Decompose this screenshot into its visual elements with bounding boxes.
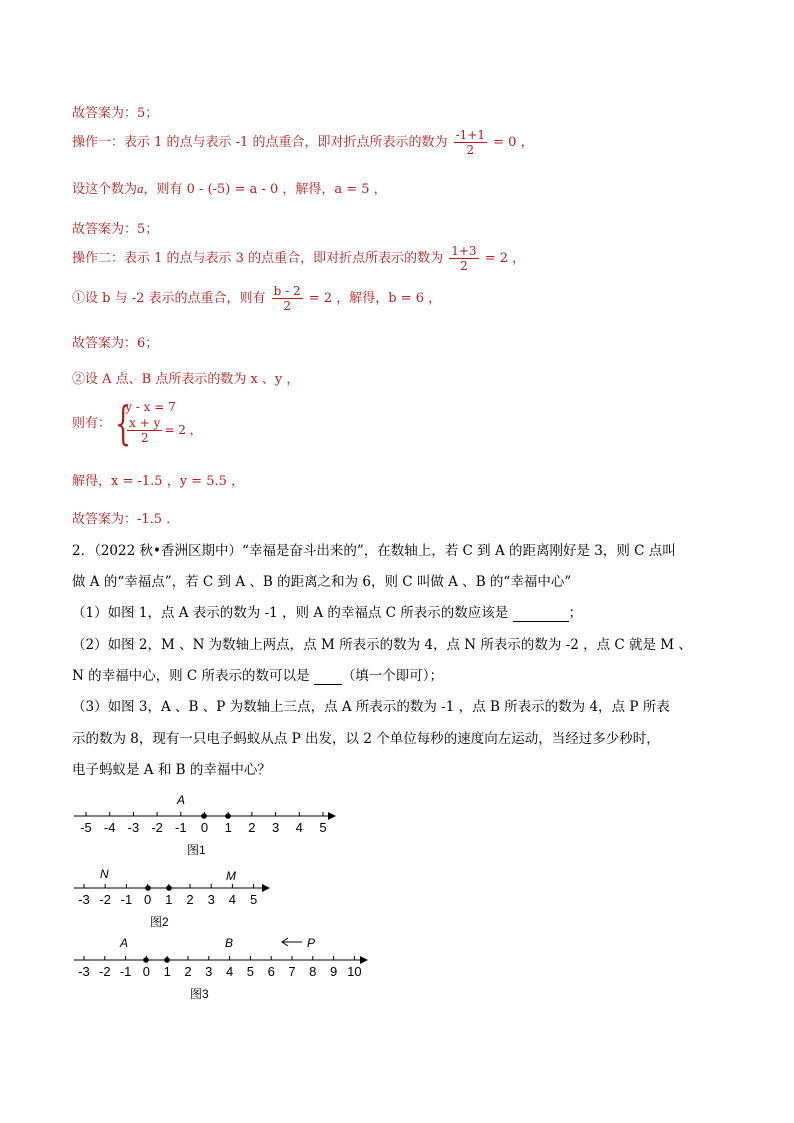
fig1-tick-label: 2	[248, 820, 256, 835]
system-eq2-frac	[127, 416, 162, 445]
fig2-tick-label: 2	[186, 892, 194, 907]
fig3-tick-label: 9	[329, 964, 338, 979]
op1-suffix: = 0 ，	[493, 135, 534, 150]
b-text: ①设 b 与 -2 表示的点重合，则有	[72, 291, 266, 306]
question-3a: （3）如图 3，A 、B 、P 为数轴上三点，点 A 所表示的数为 -1 ，点 B 所表示的数为 4，点 P 所表	[72, 699, 670, 715]
fig3-label-a: A	[120, 936, 129, 950]
operation-one-line	[72, 128, 534, 157]
op1-frac-den: 2	[466, 143, 475, 157]
system-line	[72, 396, 202, 450]
fig3-caption: 图3	[190, 987, 209, 1001]
fig3-tick-label: 8	[309, 964, 317, 979]
figure-3-number-line	[70, 930, 380, 1005]
solve-line: 解得，x = -1.5 ，y = 5.5 ，	[72, 474, 244, 489]
fig1-arrow-icon	[328, 812, 336, 820]
fig1-tick-label: 0	[200, 820, 209, 835]
fig1-dot-0	[201, 813, 207, 819]
fig1-tick-label: 3	[271, 820, 280, 835]
fig3-tick-label: 6	[267, 964, 275, 979]
figure-2-number-line	[70, 862, 280, 932]
problem2-line2: 做 A 的“幸福点”，若 C 到 A 、B 的距离之和为 6，则 C 叫做 A 、B 的“幸福中心”	[72, 574, 572, 590]
fig2-dot-1	[166, 885, 172, 891]
problem2-line1: 2．（2022 秋•香洲区期中）“幸福是奋斗出来的”，在数轴上，若 C 到 A 的距离刚好是 3，则 C 点叫	[72, 543, 676, 559]
fig3-label-b: B	[225, 936, 234, 950]
b-fraction	[272, 284, 303, 313]
fig2-tick-label: -1	[120, 892, 133, 907]
figure-1-number-line	[70, 790, 350, 860]
op2-text: 操作二：表示 1 的点与表示 3 的点重合，即对折点所表示的数为	[72, 251, 444, 266]
answer-line-3: 故答案为：6；	[72, 336, 159, 351]
fig2-caption: 图2	[150, 915, 169, 929]
fig2-tick-label: 0	[143, 892, 152, 907]
fig2-tick-label: 1	[165, 892, 173, 907]
fig1-tick-label: -3	[127, 820, 140, 835]
b-suffix: = 2 ，解得，b = 6 ，	[308, 291, 442, 306]
fig3-tick-label: 2	[184, 964, 192, 979]
operation-two-line	[72, 244, 525, 273]
set-a-line	[72, 178, 387, 197]
fig3-tick-label: 10	[347, 964, 362, 979]
fig3-arrow-icon	[360, 956, 368, 964]
question-1-end: ；	[568, 605, 583, 621]
system-label: 则有：	[72, 416, 112, 431]
question-2b-end: （填一个即可）；	[341, 668, 444, 684]
b-frac-num: b - 2	[273, 284, 301, 298]
fig1-caption: 图1	[187, 843, 206, 857]
fig3-dot-0	[143, 957, 149, 963]
op1-frac-num: -1+1	[455, 128, 485, 142]
question-1-text: （1）如图 1，点 A 表示的数为 -1 ，则 A 的幸福点 C 所表示的数应该是	[72, 605, 509, 621]
fig3-tick-label: 0	[142, 964, 151, 979]
fig3-tick-label: -2	[99, 964, 111, 979]
system-eq2-suffix: = 2 ，	[164, 423, 202, 437]
fig2-label-n: N	[100, 867, 109, 881]
fig2-arrow-icon	[262, 884, 270, 892]
question-1	[72, 601, 582, 622]
brace-icon: {	[115, 396, 132, 450]
fig1-tick-label: 5	[319, 820, 327, 835]
question-3b: 示的数为 8，现有一只电子蚂蚁从点 P 出发，以 2 个单位每秒的速度向左运动，当经过多少秒时，	[72, 731, 660, 747]
fig2-tick-label: 3	[207, 892, 215, 907]
answer-blank-2[interactable]	[314, 668, 342, 685]
fig2-label-m: M	[226, 869, 236, 883]
set-a-var: a	[137, 181, 144, 196]
set-a-text: 设这个数为	[72, 182, 138, 197]
question-2b	[72, 664, 443, 685]
op2-frac-den: 2	[460, 259, 468, 273]
equation-system	[115, 396, 202, 450]
fig2-tick-label: 4	[228, 892, 237, 907]
question-2a: （2）如图 2，M 、N 为数轴上两点，点 M 所表示的数为 4，点 N 所表示的数为 -2 ，点 C 就是 M 、	[72, 637, 692, 653]
system-eq2-den: 2	[140, 431, 149, 445]
system-eq2-num: x + y	[129, 416, 161, 430]
op2-suffix: = 2 ，	[484, 251, 526, 266]
op1-fraction	[454, 128, 487, 157]
fig3-tick-label: 5	[246, 964, 255, 979]
fig3-label-p: P	[307, 936, 316, 950]
fig2-tick-label: 5	[249, 892, 258, 907]
b-line	[72, 284, 441, 313]
fig1-tick-label: -4	[103, 820, 116, 835]
op2-fraction	[449, 244, 478, 273]
fig3-tick-label: -3	[78, 964, 90, 979]
fig2-dot-0	[145, 885, 151, 891]
system-eq1: y - x = 7	[125, 400, 176, 414]
fig3-dot-1	[164, 957, 170, 963]
op1-text: 操作一：表示 1 的点与表示 -1 的点重合，即对折点所表示的数为	[72, 135, 448, 150]
fig1-tick-label: -1	[175, 820, 187, 835]
question-2b-text: N 的幸福中心，则 C 所表示的数可以是	[72, 668, 310, 684]
answer-line-2: 故答案为：5；	[72, 222, 159, 237]
fig3-tick-label: 3	[205, 964, 213, 979]
set-a-eq: ，则有 0 - (-5) = a - 0 ，解得，a = 5 ，	[143, 182, 387, 197]
question-3c: 电子蚂蚁是 A 和 B 的幸福中心？	[72, 762, 271, 778]
fig3-ticks	[78, 956, 361, 979]
answer-line-4: 故答案为：-1.5 ．	[72, 512, 180, 527]
b-frac-den: 2	[283, 299, 291, 313]
fig1-label-a: A	[177, 793, 186, 807]
fig1-tick-label: -2	[151, 820, 163, 835]
answer-line-1: 故答案为：5；	[72, 106, 159, 121]
fig1-tick-label: 4	[295, 820, 303, 835]
fig3-tick-label: -1	[119, 964, 132, 979]
fig2-tick-label: -2	[99, 892, 111, 907]
fig3-tick-label: 4	[225, 964, 234, 979]
fig1-dot-1	[225, 813, 231, 819]
fig3-tick-label: 1	[163, 964, 171, 979]
op2-frac-num: 1+3	[451, 244, 477, 258]
fig1-tick-label: -5	[80, 820, 92, 835]
system-eq2	[125, 416, 202, 445]
answer-blank-1[interactable]	[513, 605, 569, 622]
fig1-tick-label: 1	[224, 820, 232, 835]
fig3-tick-label: 7	[288, 964, 296, 979]
fig2-tick-label: -3	[78, 892, 90, 907]
xy-line: ②设 A 点、B 点所表示的数为 x 、y ，	[72, 372, 300, 387]
